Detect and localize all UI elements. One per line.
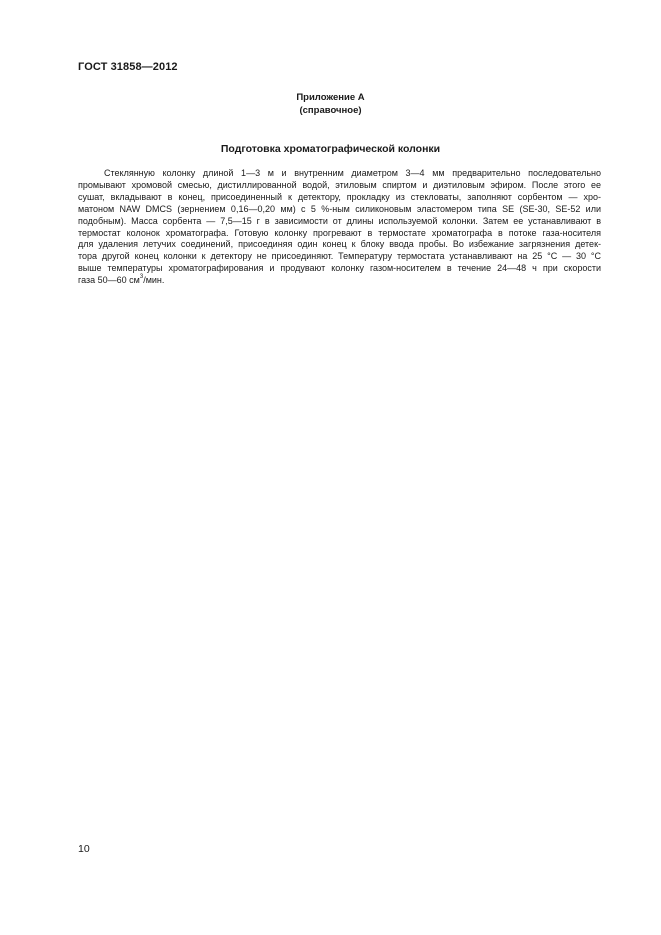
unit-superscript: 3: [139, 274, 144, 281]
section-title: Подготовка хроматографической колонки: [220, 143, 441, 155]
appendix-title: Приложение А: [296, 92, 365, 103]
appendix-heading: [0, 91, 661, 117]
unit-suffix: /мин.: [143, 275, 165, 286]
standard-number-header: ГОСТ 31858—2012: [78, 61, 178, 73]
paragraph-line: промывают хромовой смесью, дистиллированной водой, этиловым спиртом и диэтиловым эфиром. После этого ее: [78, 179, 601, 190]
paragraph-line: тора другой конец колонки к детектору не присоединяют. Температуру термостата устанавливают на 25 °С — 30 °С: [78, 251, 601, 262]
page-number: 10: [78, 843, 90, 855]
paragraph-line: термостат колонок хроматографа. Готовую колонку прогревают в термостате хроматографа в потоке газа-носителя: [78, 227, 601, 238]
appendix-type: (справочное): [299, 105, 362, 116]
gas-flow-rate-text: газа 50—60 см: [78, 275, 140, 286]
paragraph-line: сушат, вкладывают в конец, присоединенный к детектору, прокладку из стекловаты, заполняют сорбентом — хро-: [78, 191, 601, 202]
body-paragraph: [78, 168, 601, 287]
paragraph-last-line: [78, 275, 601, 287]
paragraph-line: матоном NAW DMCS (зернением 0,16—0,20 мм) с 5 %-ным силиконовым эластомером типа SE (SE-30, SE-52 или: [78, 203, 601, 214]
paragraph-line: выше температуры хроматографирования и продувают колонку газом-носителем в течение 24—48 ч при скорости: [78, 263, 601, 274]
paragraph-line: подобным). Масса сорбента — 7,5—15 г в зависимости от длины используемой колонки. Затем ее устанавливают в: [78, 215, 601, 226]
paragraph-line: для удаления летучих соединений, присоединяя один конец к блоку ввода пробы. Во избежание загрязнения детек-: [78, 239, 601, 250]
paragraph-line: Стеклянную колонку длиной 1—3 м и внутренним диаметром 3—4 мм предварительно последовательно: [104, 168, 601, 178]
